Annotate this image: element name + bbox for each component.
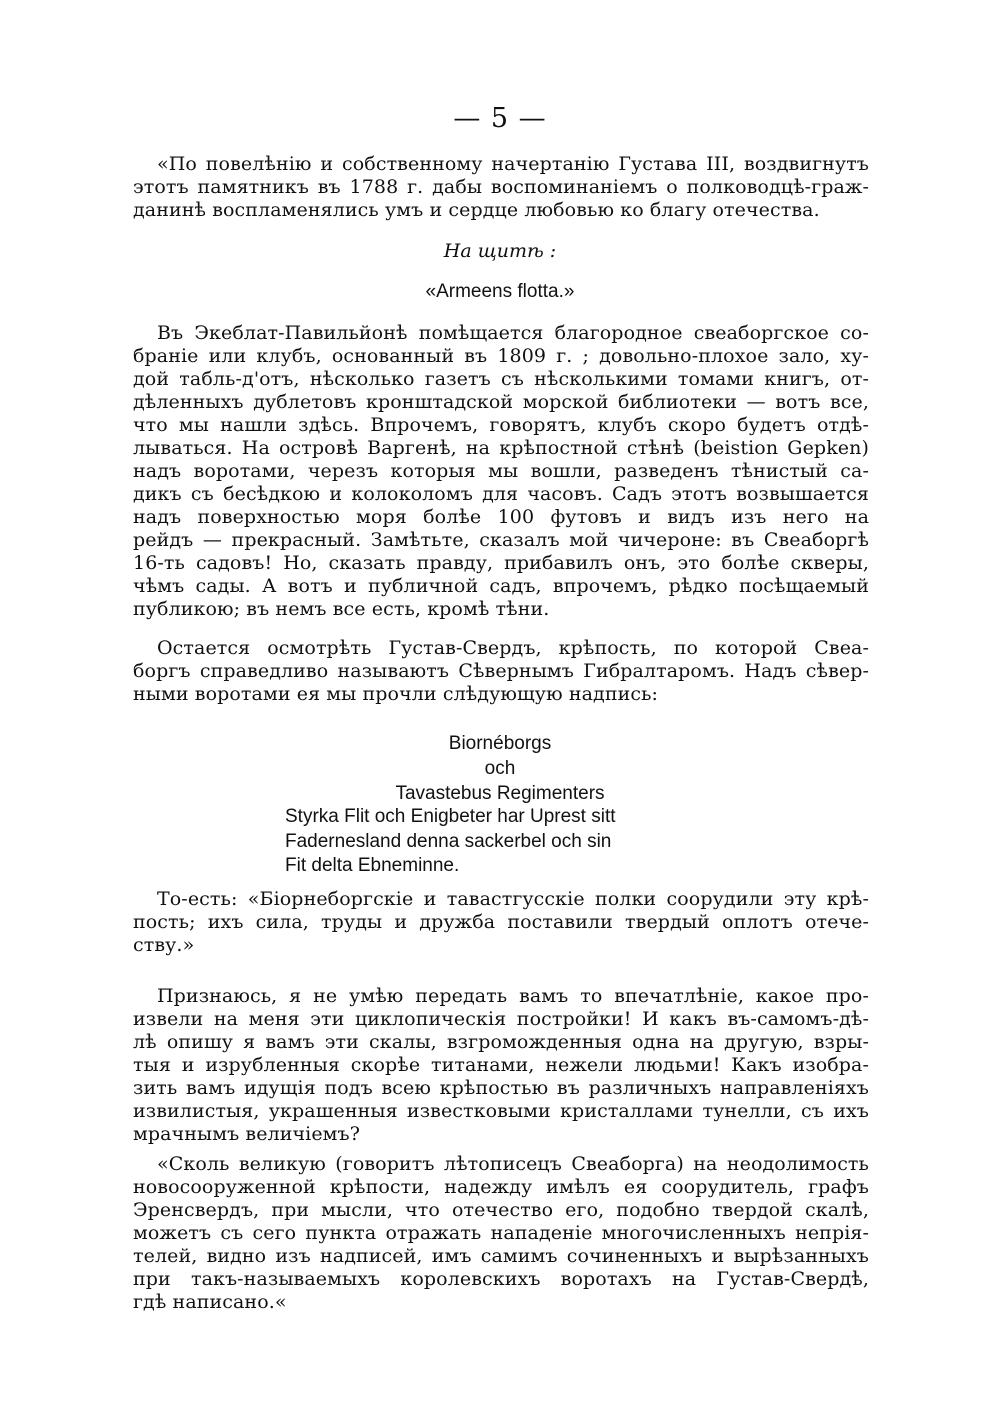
text-line: Остается осмотрѣть Густав-Свердъ, крѣпость, по которой Свеа- [157,637,869,659]
text-line: боргъ справедливо называютъ Сѣвернымъ Гибралтаромъ. Надъ сѣвер- [133,660,869,682]
inscription-line: Fadernesland denna sackerbel och sin [285,831,612,852]
text-line: извилистыя, украшенныя известковыми кристаллами тунелли, съ ихъ [133,1100,869,1122]
inscription-line: Fit delta Ebneminne. [285,855,460,876]
shield-heading: На щитѣ : [443,240,557,262]
text-line: браніе или клубъ, основанный въ 1809 г. ; довольно-плохое зало, ху- [133,345,869,367]
text-line: что мы нашли здѣсь. Впрочемъ, говорятъ, клубъ скоро будетъ отдѣ- [133,414,869,436]
text-line: пость; ихъ сила, труды и дружба поставили твердый оплотъ отече- [133,911,869,933]
inscription-line: Tavastebus Regimenters [395,783,605,804]
text-line: мрачнымъ величіемъ? [133,1123,361,1145]
text-line: То-есть: «Біорнеборгскіе и таваcтгусскіе полки соорудили эту крѣ- [157,888,869,910]
text-line: дикъ съ бесѣдкою и колоколомъ для часовъ. Садъ этотъ возвышается [133,483,869,505]
text-line: тыя и изрубленныя скорѣе титанами, нежели людьми! Какъ изобра- [133,1054,869,1076]
text-line: новосооруженной крѣпости, надежду имѣлъ ея соорудитель, графъ [133,1176,869,1198]
text-line: лываться. На островѣ Варгенѣ, на крѣпостной стѣнѣ (beistion Gepken) [133,437,869,459]
text-line: можетъ съ сего пункта отражать нападеніе многочисленныхъ непрія- [133,1222,869,1244]
text-line: публикою; въ немъ все есть, кромѣ тѣни. [133,598,550,620]
text-line: лѣ опишу я вамъ эти скалы, взгроможденныя одна на другую, взры- [133,1031,869,1053]
paragraph-gustav-sverd [133,637,869,706]
paragraph-impressions [133,985,869,1146]
text-line: Эренсвердъ, при мысли, что отечество его, подобно твердой скалѣ, [133,1199,869,1221]
text-line: ству.» [133,934,195,956]
text-line: извели на меня эти циклопическія постройки! И какъ въ-самомъ-дѣ- [133,1008,869,1030]
page-number: — 5 — [453,103,547,134]
text-line: ными воротами ея мы прочли слѣдующую надпись: [133,683,659,705]
paragraph-club [133,322,869,621]
text-line: данинѣ воспламенялись умъ и сердце любовью ко благу отечества. [133,199,820,221]
text-line: Въ Экеблат-Павильйонѣ помѣщается благородное свеаборгское со- [157,322,869,344]
text-line: 16-ть садовъ! Но, сказать правду, прибавилъ онъ, это болѣе скверы, [133,552,869,574]
text-line: этотъ памятникъ въ 1788 г. дабы воспоминаніемъ о полководцѣ-граж- [133,176,869,198]
inscription-line: Biornéborgs [448,733,552,754]
text-line: рейдъ — прекрасный. Замѣтьте, сказалъ мой чичероне: въ Свеаборгѣ [133,529,869,551]
text-line: «По повелѣнію и собственному начертанію Густава III, воздвигнутъ [157,153,870,175]
text-line: зить вамъ идущія подъ всею крѣпостью въ различныхъ направленіяхъ [133,1077,869,1099]
text-line: Признаюсь, я не умѣю передать вамъ то впечатлѣніе, какое про- [157,985,869,1007]
text-line: «Сколь великую (говоритъ лѣтописецъ Свеаборга) на неодолимость [157,1153,869,1175]
paragraph-translation [133,888,869,957]
inscription-line: och [484,758,516,779]
text-line: телей, видно изъ надписей, имъ самимъ сочиненныхъ и вырѣзанныхъ [133,1245,869,1267]
paragraph-chronicler [133,1153,869,1314]
text-line: дой табль-д'отъ, нѣсколько газетъ съ нѣсколькими томами книгъ, от- [133,368,869,390]
text-line: надъ воротами, черезъ которыя мы вошли, разведенъ тѣнистый са- [133,460,869,482]
text-line: при такъ-называемыхъ королевскихъ воротахъ на Густав-Свердѣ, [133,1268,869,1290]
text-line: дѣленныхъ дублетовъ кронштадской морской библиотеки — вотъ все, [133,391,869,413]
paragraph-monument-inscription [133,153,869,222]
inscription-line: Styrka Flit och Enigbeter har Uprest sitt [285,806,616,827]
shield-motto: «Armeens flotta.» [425,281,575,302]
text-line: надъ поверхностью моря болѣе 100 футовъ и видъ изъ него на [133,506,869,528]
text-line: чѣмъ сады. А вотъ и публичной садъ, впрочемъ, рѣдко посѣщаемый [133,575,869,597]
text-line: гдѣ написано.« [133,1291,287,1313]
